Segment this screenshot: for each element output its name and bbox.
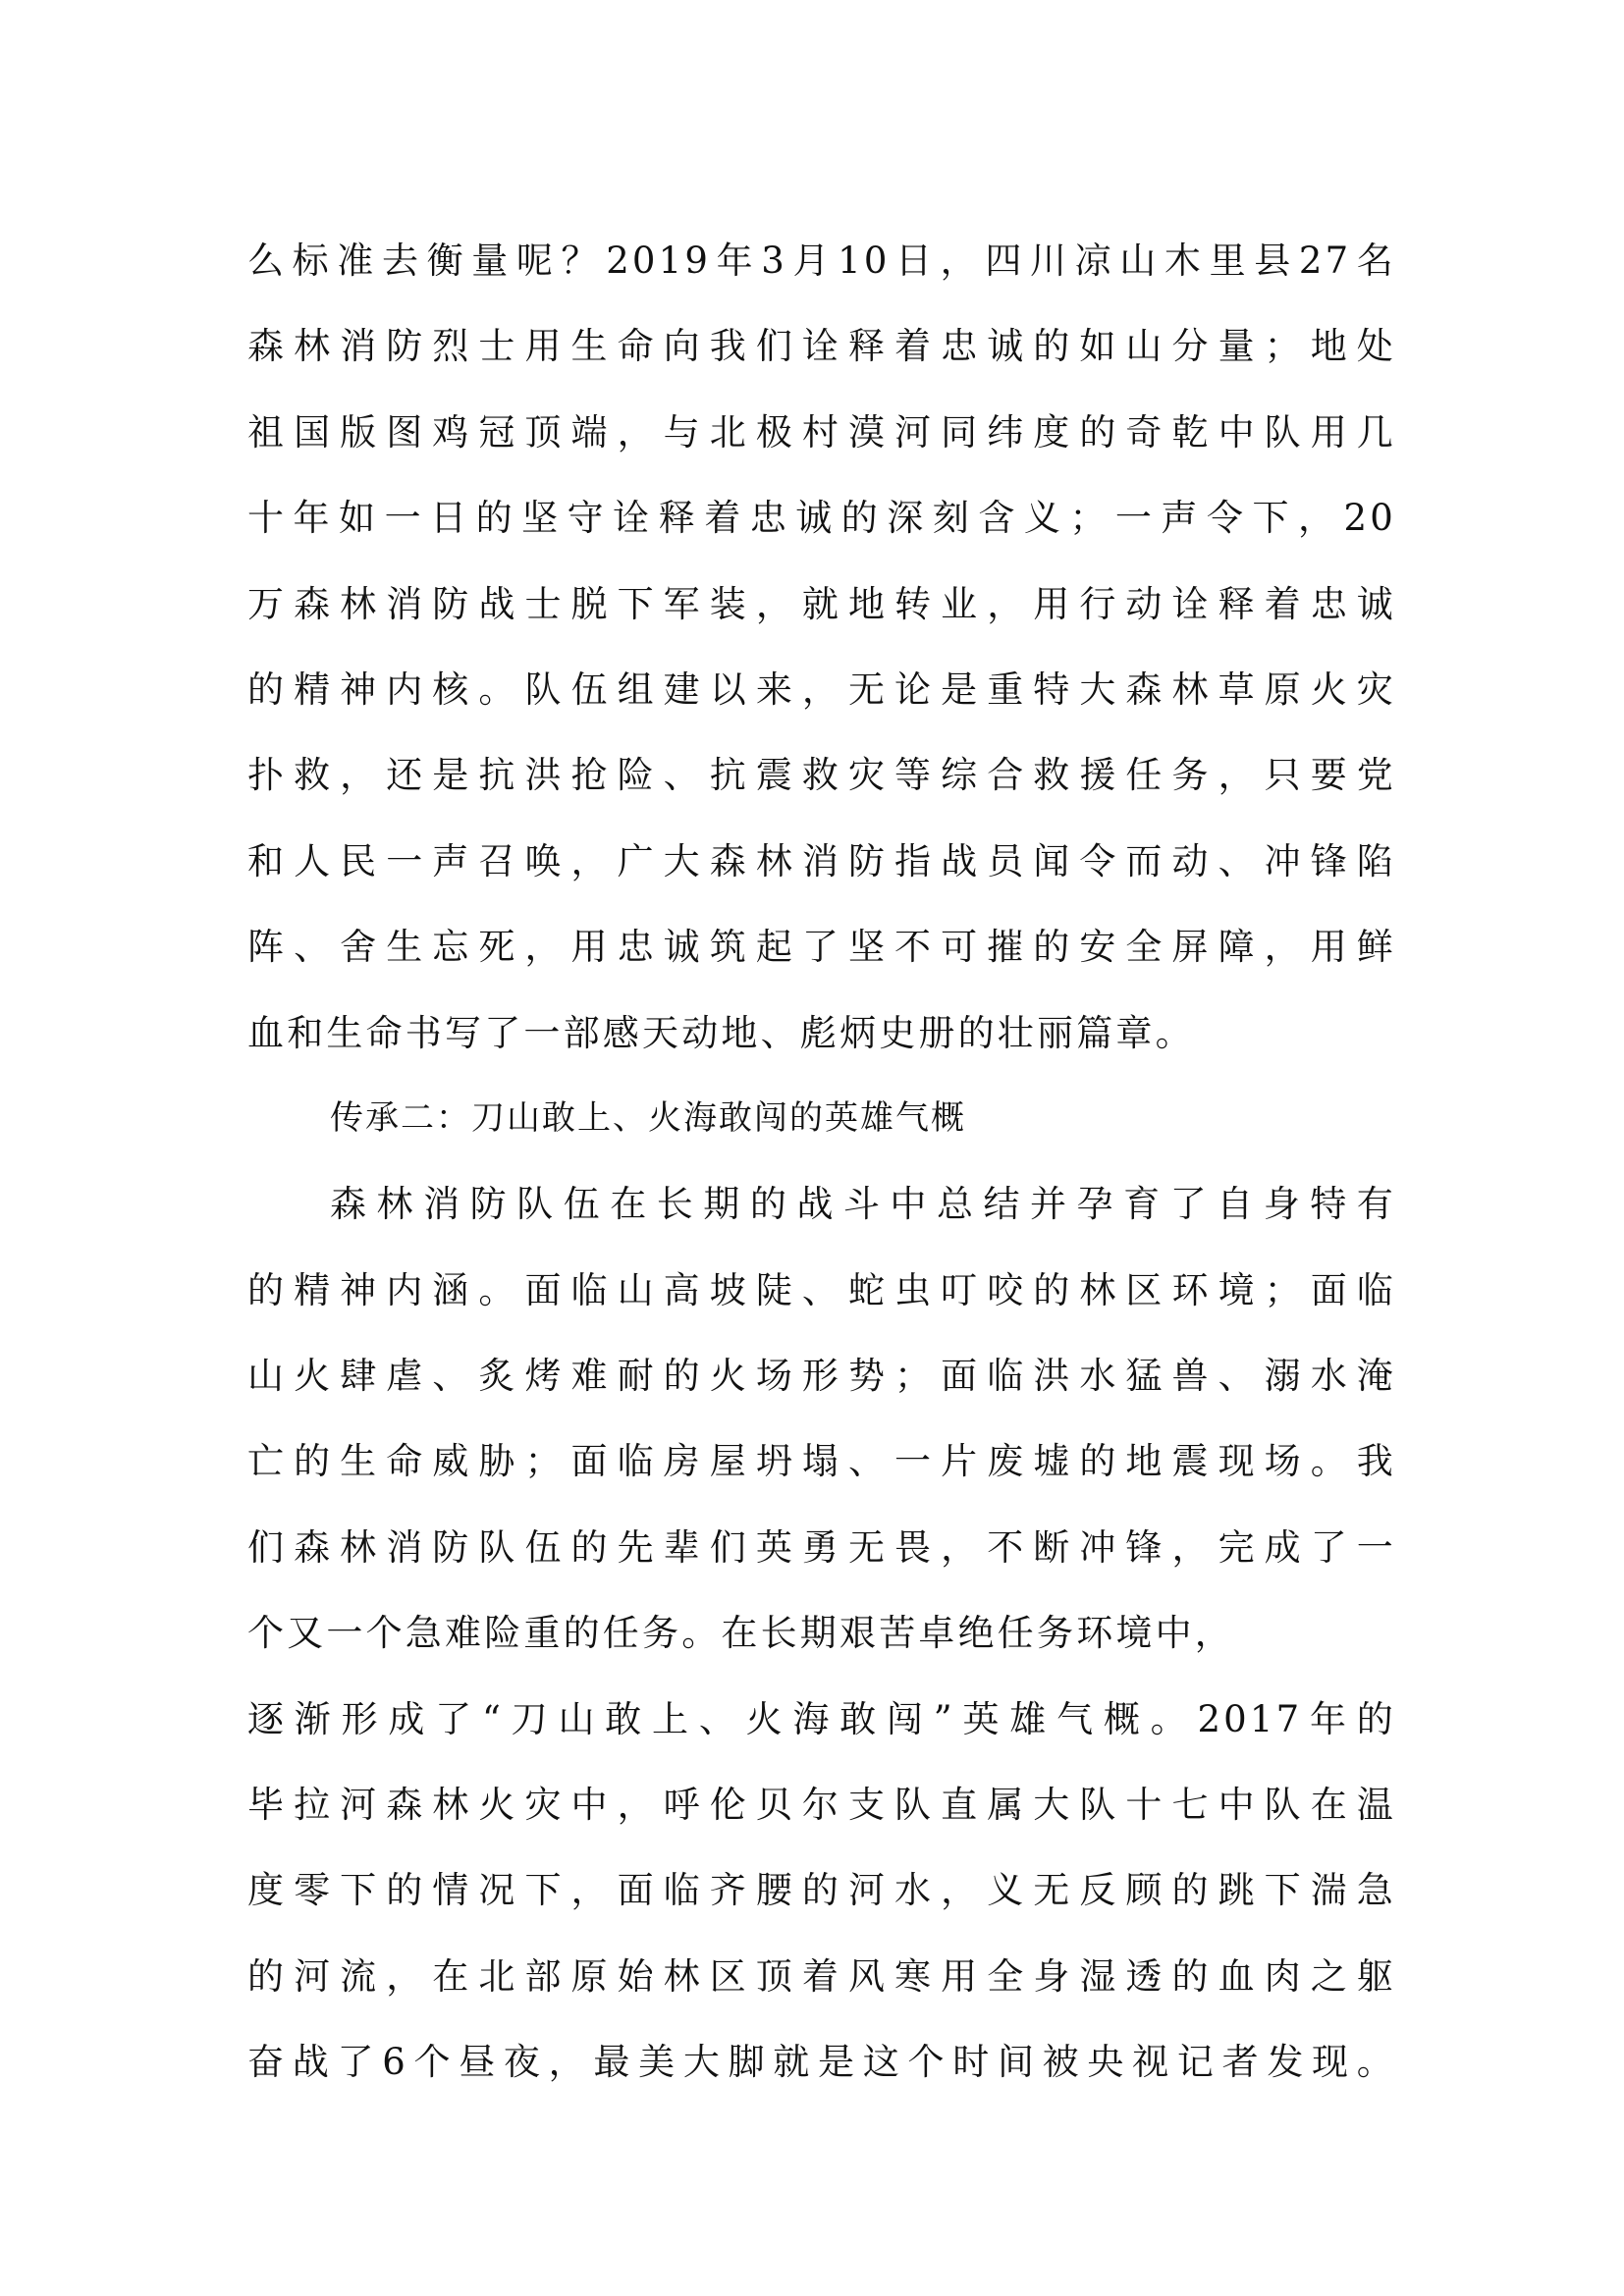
paragraph-line: 度零下的情况下，面临齐腰的河水，义无反顾的跳下湍急 bbox=[247, 1869, 1396, 1912]
paragraph-line: 和人民一声召唤，广大森林消防指战员闻令而动、冲锋陷 bbox=[247, 839, 1396, 882]
paragraph-line: 的精神内涵。面临山高坡陡、蛇虫叮咬的林区环境；面临 bbox=[247, 1268, 1396, 1311]
paragraph-line: 们森林消防队伍的先辈们英勇无畏，不断冲锋，完成了一 bbox=[247, 1525, 1396, 1569]
paragraph-line: 山火肆虐、炙烤难耐的火场形势；面临洪水猛兽、溺水淹 bbox=[247, 1355, 1396, 1398]
paragraph-line-last: 血和生命书写了一部感天动地、彪炳史册的壮丽篇章。 bbox=[247, 1011, 1195, 1054]
paragraph-line: 万森林消防战士脱下军装，就地转业，用行动诠释着忠诚 bbox=[247, 582, 1396, 625]
paragraph-line: 阵、舍生忘死，用忠诚筑起了坚不可摧的安全屏障，用鲜 bbox=[247, 926, 1396, 969]
paragraph-line: 的精神内核。队伍组建以来，无论是重特大森林草原火灾 bbox=[247, 667, 1396, 711]
paragraph-line: 森林消防烈士用生命向我们诠释着忠诚的如山分量；地处 bbox=[247, 325, 1396, 368]
paragraph-line: 么标准去衡量呢？2019年3月10日，四川凉山木里县27名 bbox=[247, 240, 1396, 282]
section-heading: 传承二：刀山敢上、火海敢闯的英雄气概 bbox=[330, 1097, 966, 1138]
paragraph-first-line: 森林消防队伍在长期的战斗中总结并孕育了自身特有 bbox=[330, 1183, 1396, 1226]
paragraph-line: 逐渐形成了“刀山敢上、火海敢闯”英雄气概。2017年的 bbox=[247, 1697, 1396, 1740]
paragraph-line: 的河流，在北部原始林区顶着风寒用全身湿透的血肉之躯 bbox=[247, 1954, 1396, 1998]
paragraph-line: 个又一个急难险重的任务。在长期艰苦卓绝任务环境中， bbox=[247, 1612, 1234, 1655]
paragraph-line: 亡的生命威胁；面临房屋坍塌、一片废墟的地震现场。我 bbox=[247, 1440, 1396, 1483]
document-body bbox=[247, 218, 1396, 2106]
paragraph-line: 祖国版图鸡冠顶端，与北极村漠河同纬度的奇乾中队用几 bbox=[247, 410, 1396, 454]
paragraph-line: 毕拉河森林火灾中，呼伦贝尔支队直属大队十七中队在温 bbox=[247, 1784, 1396, 1827]
paragraph-line: 扑救，还是抗洪抢险、抗震救灾等综合救援任务，只要党 bbox=[247, 754, 1396, 797]
paragraph-line: 奋战了6个昼夜，最美大脚就是这个时间被央视记者发现。 bbox=[247, 2041, 1396, 2084]
paragraph-line: 十年如一日的坚守诠释着忠诚的深刻含义；一声令下，20 bbox=[247, 497, 1396, 540]
